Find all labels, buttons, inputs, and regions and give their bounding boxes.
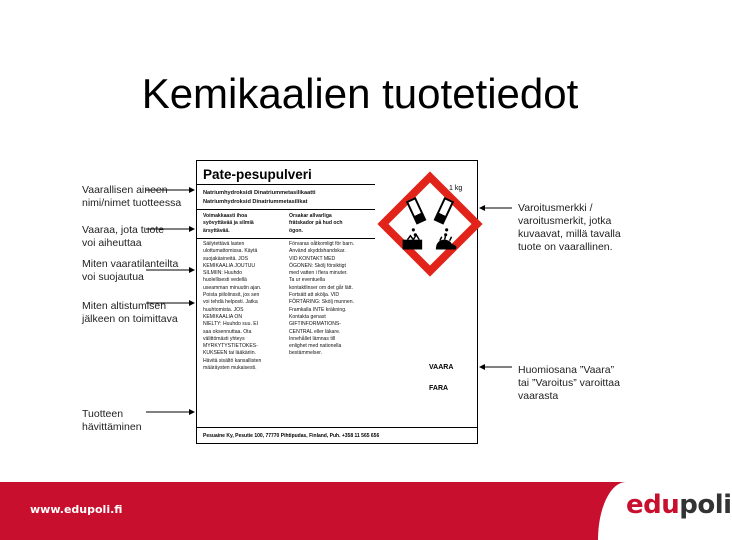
hazard-statement-fi: Voimakkaasti ihoa syövyttävää ja silmiä ärsyttävää. (203, 213, 254, 234)
signal-word-fi: VAARA (429, 364, 454, 371)
corrosion-icon (381, 175, 479, 273)
annotation-hazard: Vaaraa, jota tuote voi aiheuttaa (82, 224, 165, 249)
annotation-names: Vaarallisen aineen nimi/nimet tuotteessa (82, 184, 182, 209)
quantity: 1 kg (449, 185, 463, 192)
annotation-pictogram: Varoitusmerkki / varoitusmerkit, jotka kuvaavat, millä tavalla tuote on vaarallinen. (518, 202, 621, 253)
divider (197, 209, 375, 210)
substance-names: Natriumhydroksidi Dinatriummetasilikaatti Natriumhydroksid Dinatriummetasilikat (203, 190, 316, 205)
site-link[interactable]: www.edupoli.fi (30, 503, 123, 516)
product-name: Pate-pesupulveri (203, 167, 312, 182)
divider (197, 184, 375, 185)
divider (197, 238, 375, 239)
logo-container (598, 482, 732, 540)
precautions-fi: Säilytettävä lasten ulottumattomissa. Käytä suojakäsineitä. JOS KEMIKAALIA JOUTUU SILMIIN: Huuhdo huolellisesti vedellä useamman minuutin ajan. Poista piilolinssit, jos sen voi tehdä helposti. Jatka huuhtomista. JOS KEMIKAALIA ON NIELTY: Huuhdo suu. EI saa oksennuttaa. Ota välittömästi yhteys MYRKYTYSTIETOKES- KUKSEEN tai lääkäriin. Hävitä sisältö kansallisten määräysten mukaisesti. (203, 241, 262, 372)
manufacturer-info: Pesuaine Ky, Pesutie 100, 77770 Pihtipudas, Finland, Puh. +358 11 565 656 (203, 433, 380, 439)
annotation-signal-word: Huomiosana ”Vaara” tai ”Varoitus” varoittaa vaarasta (518, 364, 620, 402)
annotation-disposal: Tuotteen hävittäminen (82, 408, 142, 433)
edupoli-logo: edupoli (626, 490, 732, 520)
hazard-statement-sv: Orsakar allvarliga frätskador på hud och ögon. (289, 213, 343, 234)
annotation-protection: Miten vaaratilanteilta voi suojautua (82, 258, 179, 283)
divider (197, 427, 477, 428)
precautions-sv: Förvaras oåtkomligt för barn. Använd skyddshandskar. VID KONTAKT MED ÖGONEN: Skölj försiktigt med vatten i flera minuter. Ta ur eventuella kontaktlinser om det går lätt. Fortsätt att skölja. VID FÖRTÄRING: Skölj munnen. Framkalla INTE kräkning. Kontakta genast GIFTINFORMATIONS- CENTRAL eller läkare. Innehållet lämnas till enlighet med nationella bestämmelser. (289, 241, 355, 357)
slide-title: Kemikaalien tuotetiedot (141, 70, 579, 117)
product-label (196, 160, 478, 444)
signal-word-sv: FARA (429, 385, 449, 392)
annotation-first-aid: Miten altistumisen jälkeen on toimittava (82, 300, 178, 325)
footer-band (0, 482, 732, 540)
